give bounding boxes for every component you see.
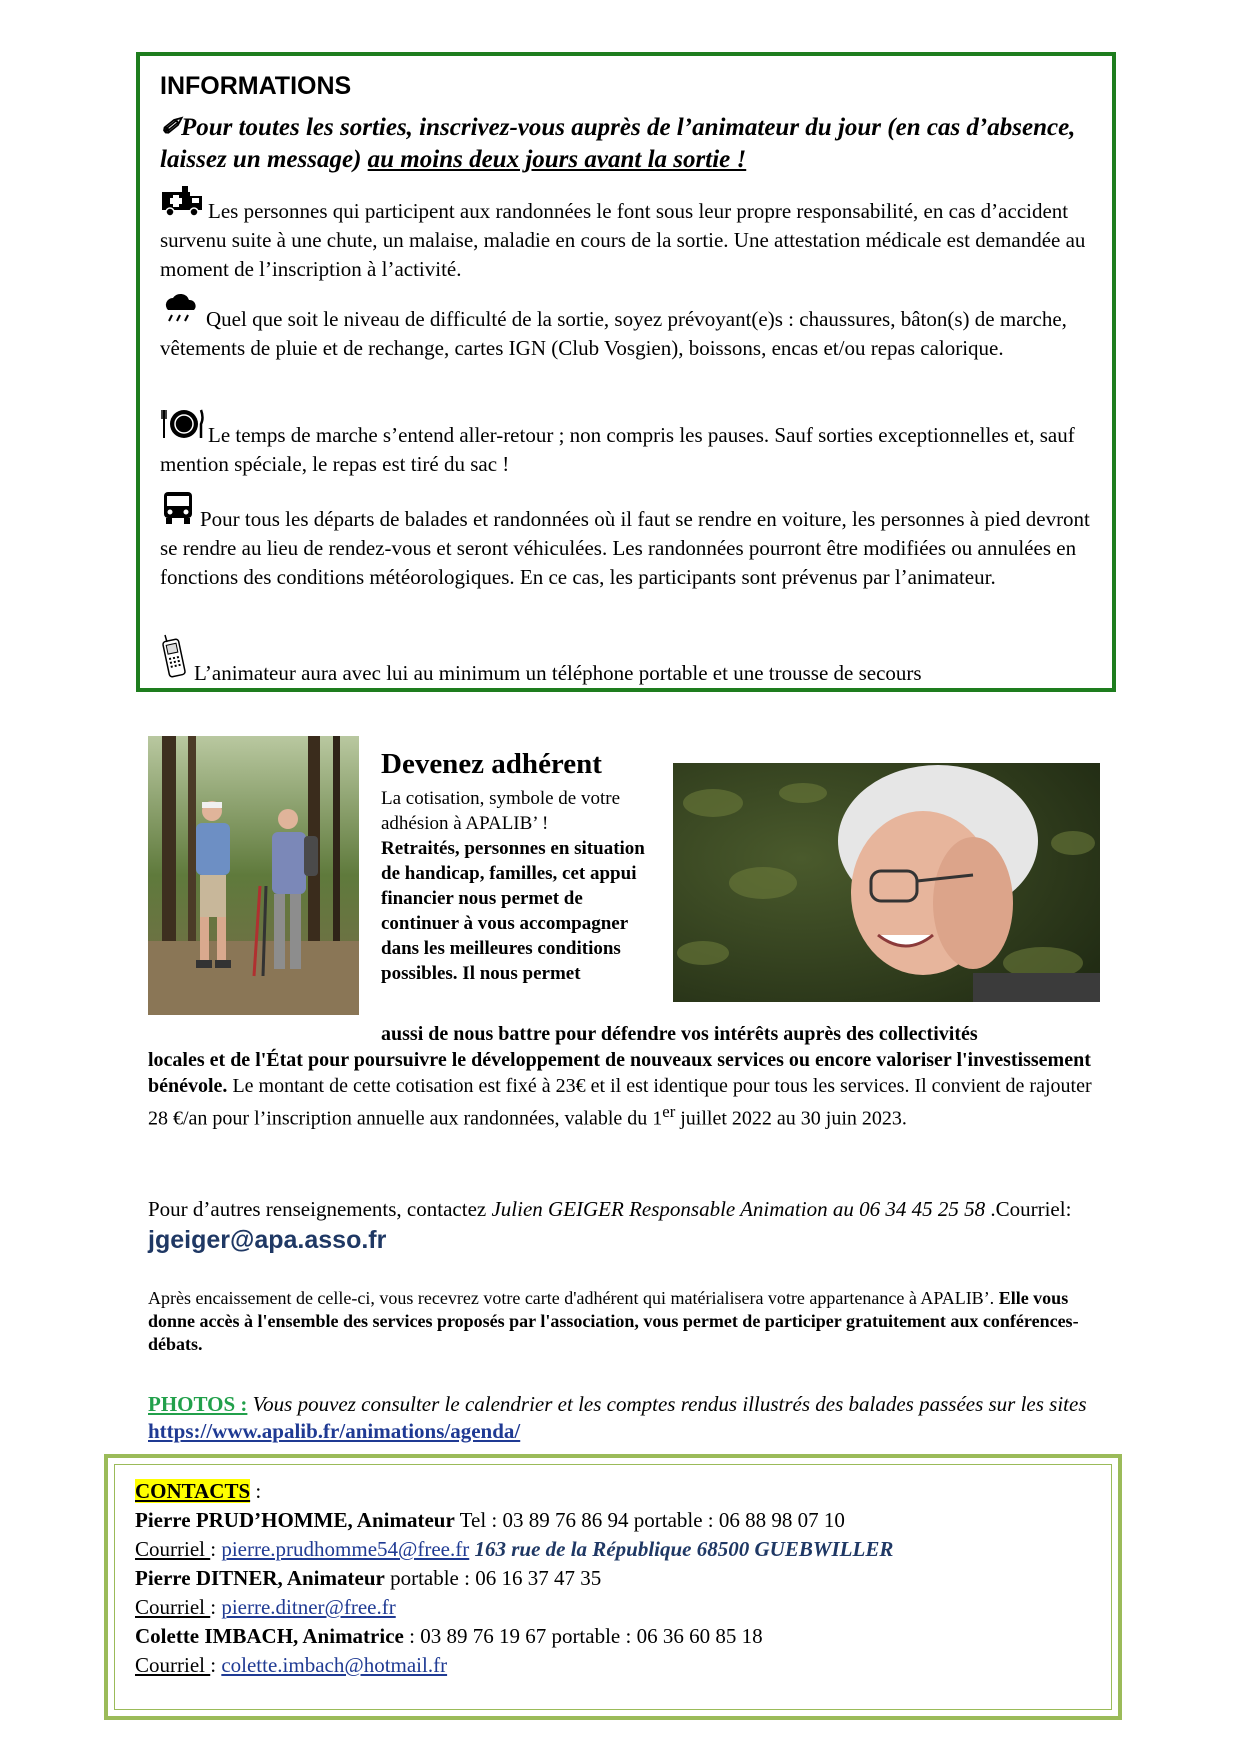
adherent-column-text: La cotisation, symbole de votre adhésion à APALIB’ ! Retraités, personnes en situation de handicap, familles, cet appui financier nous permet de continuer à vous accompagner dans les meilleures conditions possibles. Il nous permet bbox=[381, 788, 645, 984]
ditner-email[interactable]: pierre.ditner@free.fr bbox=[221, 1595, 396, 1619]
prudhomme-address: 163 rue de la République 68500 GUEBWILLER bbox=[469, 1537, 894, 1561]
agenda-link[interactable]: https://www.apalib.fr/animations/agenda/ bbox=[148, 1419, 521, 1443]
mobile-phone-icon bbox=[160, 634, 190, 688]
meal-icon bbox=[160, 406, 204, 450]
contact-imbach-email: Courriel : colette.imbach@hotmail.fr bbox=[135, 1653, 448, 1677]
para-responsabilite: Les personnes qui participent aux randonnées le font sous leur propre responsabilité, en cas d’accident survenu suite à une chute, un malaise, maladie en cours de la sortie. Une attestation médicale est demandée au moment de l’inscription à l’activité. bbox=[160, 184, 1100, 284]
photos-label: PHOTOS : bbox=[148, 1392, 248, 1416]
bus-icon bbox=[160, 490, 196, 534]
para-transport: Pour tous les départs de balades et randonnées où il faut se rendre en voiture, les personnes à pied devront se rendre au lieu de rendez-vous et seront véhiculées. Les randonnées pourront être modifiées ou annulées en fonctions des conditions météorologiques. En ce cas, les participants sont prévenus par l’animateur. bbox=[160, 490, 1100, 592]
contact-prudhomme-email: Courriel : pierre.prudhomme54@free.fr 163 rue de la République 68500 GUEBWILLER bbox=[135, 1537, 894, 1561]
adherent-continuation: aussi de nous battre pour défendre vos intérêts auprès des collectivités locales et de l'État pour poursuivre le développement de nouveaux services ou encore valoriser l'investissement bénévole. Le montant de cette cotisation est fixé à 23€ et il est identique pour tous les services. Il convient de rajouter 28 €/an pour l’inscription annuelle aux randonnées, valable du 1er juillet 2022 au 30 juin 2023. bbox=[148, 1023, 1092, 1130]
pen-icon: ✐ bbox=[160, 114, 181, 141]
rain-cloud-icon bbox=[160, 292, 202, 334]
prudhomme-email[interactable]: pierre.prudhomme54@free.fr bbox=[221, 1537, 470, 1561]
informations-box bbox=[136, 52, 1116, 692]
contacts-box bbox=[104, 1454, 1122, 1720]
portrait-photo bbox=[673, 763, 1100, 1002]
para-repas: Le temps de marche s’entend aller-retour ; non compris les pauses. Sauf sorties exceptionnelles et, sauf mention spéciale, le repas est tiré du sac ! bbox=[160, 406, 1100, 479]
contact-renseignements: Pour d’autres renseignements, contactez Julien GEIGER Responsable Animation au 06 34 45 25 58 .Courriel: jgeiger@apa.asso.fr bbox=[148, 1197, 1072, 1254]
informations-lead: ✐Pour toutes les sorties, inscrivez-vous auprès de l’animateur du jour (en cas d’absence, laissez un message) au moins deux jours avant la sortie ! bbox=[160, 114, 1076, 173]
geiger-email[interactable]: jgeiger@apa.asso.fr bbox=[148, 1226, 387, 1254]
photos-info: PHOTOS : Vous pouvez consulter le calendrier et les comptes rendus illustrés des balades passées sur les sites https://www.apalib.fr/animations/agenda/ bbox=[148, 1392, 1087, 1443]
ambulance-icon bbox=[160, 184, 204, 226]
deadline-text: au moins deux jours avant la sortie ! bbox=[367, 146, 747, 173]
informations-title: INFORMATIONS bbox=[160, 72, 352, 100]
carte-adherent-text: Après encaissement de celle-ci, vous recevrez votre carte d'adhérent qui matérialisera votre appartenance à APALIB’. Elle vous donne accès à l'ensemble des services proposés par l'association, vous permet de participer gratuitement aux conférences-débats. bbox=[148, 1288, 1079, 1354]
contact-prudhomme: Pierre PRUD’HOMME, Animateur Tel : 03 89 76 86 94 portable : 06 88 98 07 10 bbox=[135, 1508, 845, 1532]
contact-ditner-email: Courriel : pierre.ditner@free.fr bbox=[135, 1595, 396, 1619]
para-telephone: L’animateur aura avec lui au minimum un téléphone portable et une trousse de secours bbox=[160, 634, 1100, 688]
para-prevoyance: Quel que soit le niveau de difficulté de la sortie, soyez prévoyant(e)s : chaussures, bâton(s) de marche, vêtements de pluie et de rechange, cartes IGN (Club Vosgien), boissons, encas et/ou repas calorique. bbox=[160, 292, 1100, 363]
contacts-heading: CONTACTS : bbox=[135, 1479, 262, 1503]
hikers-photo bbox=[148, 736, 359, 1015]
contact-imbach: Colette IMBACH, Animatrice : 03 89 76 19 67 portable : 06 36 60 85 18 bbox=[135, 1624, 763, 1648]
imbach-email[interactable]: colette.imbach@hotmail.fr bbox=[221, 1653, 448, 1677]
adherent-title: Devenez adhérent bbox=[381, 748, 602, 780]
contact-ditner: Pierre DITNER, Animateur portable : 06 16 37 47 35 bbox=[135, 1566, 602, 1590]
